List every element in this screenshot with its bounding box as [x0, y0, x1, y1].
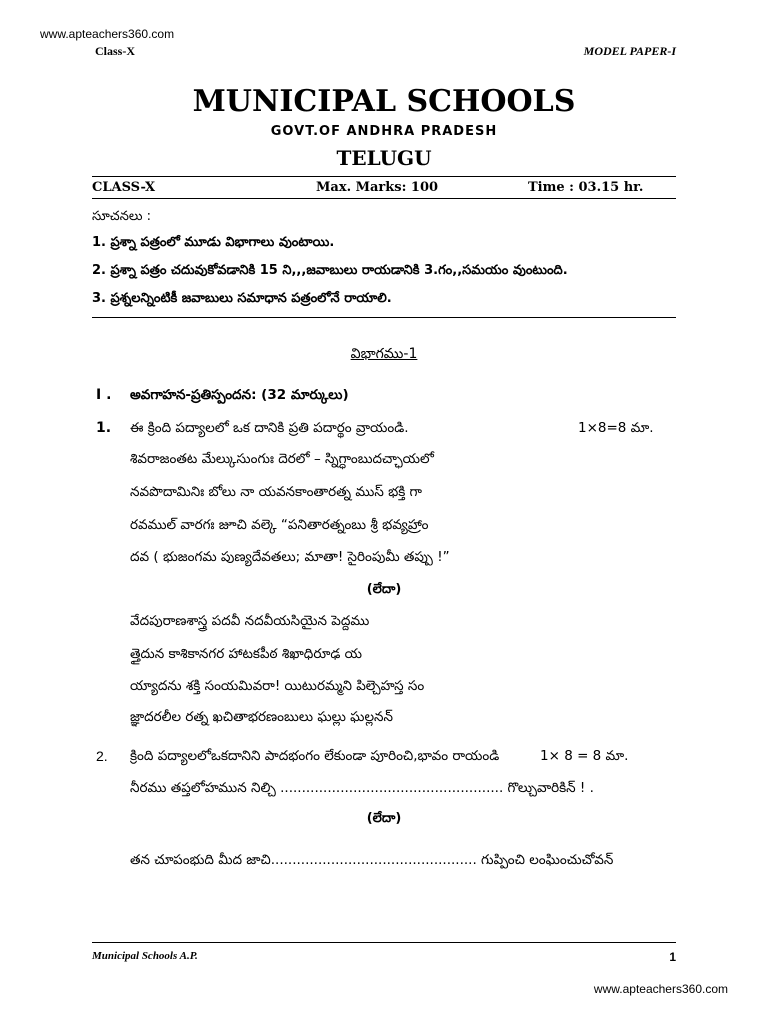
footer-rule: [92, 942, 676, 943]
question-text: ఈ క్రింది పద్యాలలో ఒక దానికి ప్రతి పదార్థం వ్రాయండి.: [130, 420, 409, 436]
or-separator: (లేదా): [366, 811, 402, 826]
poem-line: రవముల్ వారగః జూచి వల్కె “పనితారత్నంబు శ్రీ భవ్యహ్రాం: [130, 517, 429, 533]
instructions-rule: [92, 317, 676, 318]
fill-in-line: తన చూపంభుది మీద జాచి................................................ గుప్పించి లంఘించుచోవన్: [130, 852, 614, 868]
part-number: I .: [96, 387, 112, 403]
page-number: 1: [669, 950, 676, 964]
page-title: MUNICIPAL SCHOOLS: [192, 84, 576, 119]
instructions-heading: సూచనలు :: [92, 209, 152, 224]
footer-school: Municipal Schools A.P.: [92, 950, 198, 962]
instruction-item: 2. ప్రశ్నా పత్రం చదువుకోవడానికి 15 ని,,,జవాబులు రాయడానికి 3.గం,,సమయం వుంటుంది.: [92, 263, 568, 278]
question-marks: 1×8=8 మా.: [578, 420, 654, 436]
part-title: అవగాహన-ప్రతిస్పందన: (32 మార్కులు): [130, 387, 349, 403]
poem-line: నవపొదామినిః బోలు నా యవనకాంతారత్న ముస్ భక్తి గా: [130, 484, 422, 500]
question-text: క్రింది పద్యాలలోఒకదానిని పాదభంగం లేకుండా పూరించి,భావం రాయండి: [130, 748, 500, 764]
poem-line: శివరాజంతట మేల్కుసుంగుః దెరలో – స్నిగ్ధాంబుదచ్ఛాయలో: [130, 451, 434, 467]
top-rule: [92, 176, 676, 177]
poem-line: య్యాదను శక్తి సంయమివరా! యిటురమ్మని పిల్చెహస్త సం: [130, 678, 425, 694]
model-paper-label: MODEL PAPER-I: [583, 44, 676, 58]
govt-subtitle: GOVT.OF ANDHRA PRADESH: [270, 124, 498, 139]
meta-max-marks: Max. Marks: 100: [316, 180, 439, 195]
question-marks: 1× 8 = 8 మా.: [540, 748, 629, 764]
question-number: 1.: [96, 420, 112, 436]
poem-line: వేదపురాణశాస్త్ర పదవీ నదవీయసియైన పెద్దము: [130, 613, 370, 629]
section-heading: విభాగము-1: [350, 346, 418, 362]
fill-in-line: నీరము తప్తలోహమున నిల్చి .................................................... గొల్చువారికిన్ ! .: [130, 780, 594, 796]
website-url-top[interactable]: www.apteachers360.com: [40, 27, 175, 41]
or-separator: (లేదా): [366, 582, 402, 597]
class-label: Class-X: [95, 44, 136, 58]
poem-line: త్తైదున కాశికానగర హాటకపీఠ శిఖాధిరూఢ య: [130, 646, 363, 662]
instruction-item: 1. ప్రశ్నా పత్రంలో మూడు విభాగాలు వుంటాయి.: [92, 235, 335, 250]
website-url-bottom[interactable]: www.apteachers360.com: [593, 982, 728, 996]
meta-class: CLASS-X: [92, 180, 156, 195]
subject-title: TELUGU: [336, 146, 432, 170]
poem-line: జ్ఞాదరలీల రత్న ఖచితాభరణంబులు ఘల్లు ఘల్లనన్: [130, 709, 393, 725]
poem-line: దవ ( భుజంగమ పుణ్యదేవతలు; మాతా! సైరింపుమీ తప్పు !”: [130, 549, 450, 565]
meta-time: Time : 03.15 hr.: [528, 180, 644, 195]
meta-rule: [92, 198, 676, 199]
instruction-item: 3. ప్రశ్నలన్నింటికీ జవాబులు సమాధాన పత్రంలోనే రాయాలి.: [92, 291, 392, 306]
question-number: 2.: [96, 748, 108, 764]
